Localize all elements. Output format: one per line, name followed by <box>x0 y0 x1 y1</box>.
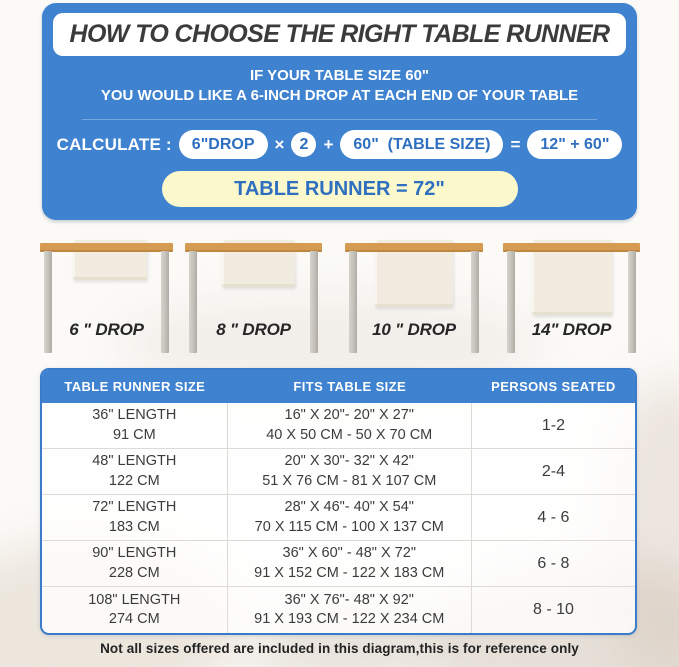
persons-seated-cell: 4 - 6 <box>537 508 570 526</box>
column-header-fits-table-size: FITS TABLE SIZE <box>293 379 407 394</box>
calculate-label: CALCULATE : <box>56 134 172 154</box>
subtitle-line2: YOU WOULD LIKE A 6-INCH DROP AT EACH END OF YOUR TABLE <box>100 87 579 104</box>
runner-size-cell: 72" LENGTH 183 CM <box>42 495 228 540</box>
table-row <box>42 541 635 587</box>
persons-seated-cell: 1-2 <box>541 416 565 434</box>
table-row <box>42 449 635 495</box>
multiplier-badge: 2 <box>291 132 316 157</box>
runner-total-pill: TABLE RUNNER = 72" <box>162 171 518 207</box>
tabletop-illustration <box>185 243 322 252</box>
plus-sign: + <box>323 134 334 154</box>
persons-seated-cell: 6 - 8 <box>537 554 570 572</box>
drop-label: 6 " DROP <box>69 320 144 339</box>
runner-size-cell: 36" LENGTH 91 CM <box>42 403 228 448</box>
table-diagram-10-drop <box>345 0 483 365</box>
column-header-persons-seated: PERSONS SEATED <box>491 379 616 394</box>
fits-table-size-cell: 20" X 30"- 32" X 42" 51 X 76 CM - 81 X 107 CM <box>228 449 472 494</box>
tabletop-illustration <box>345 243 483 252</box>
drop-label: 8 " DROP <box>216 320 291 339</box>
drop-label: 14" DROP <box>531 320 612 339</box>
subtitle-line1: IF YOUR TABLE SIZE 60" <box>249 67 430 84</box>
size-chart-body <box>42 403 635 633</box>
table-diagram-8-drop <box>185 0 322 365</box>
runner-size-cell: 108" LENGTH 274 CM <box>42 587 228 633</box>
table-size-pill: 60" (TABLE SIZE) <box>340 130 503 159</box>
equals-sign: = <box>510 134 521 154</box>
fits-table-size-cell: 36" X 60" - 48" X 72" 91 X 152 CM - 122 X 183 CM <box>228 541 472 586</box>
size-chart-table <box>40 368 637 635</box>
tabletop-illustration <box>40 243 173 252</box>
persons-seated-cell: 2-4 <box>541 462 565 480</box>
footer-note: Not all sizes offered are included in this diagram,this is for reference only <box>100 641 579 656</box>
persons-seated-cell: 8 - 10 <box>532 601 574 619</box>
table-row <box>42 587 635 633</box>
page-title: HOW TO CHOOSE THE RIGHT TABLE RUNNER <box>69 20 610 48</box>
multiply-sign: × <box>274 134 285 154</box>
column-header-runner-size: TABLE RUNNER SIZE <box>64 379 206 394</box>
table-diagram-14-drop <box>503 0 640 365</box>
sum-pill: 12" + 60" <box>527 130 622 159</box>
size-chart-header <box>42 370 635 403</box>
table-row <box>42 403 635 449</box>
drop-pill: 6"DROP <box>179 130 268 159</box>
fits-table-size-cell: 36" X 76"- 48" X 92" 91 X 193 CM - 122 X 234 CM <box>228 587 472 633</box>
tabletop-illustration <box>503 243 640 252</box>
fits-table-size-cell: 16" X 20"- 20" X 27" 40 X 50 CM - 50 X 70 CM <box>228 403 472 448</box>
table-row <box>42 495 635 541</box>
runner-size-cell: 48" LENGTH 122 CM <box>42 449 228 494</box>
table-diagram-6-drop <box>40 0 173 365</box>
runner-size-cell: 90" LENGTH 228 CM <box>42 541 228 586</box>
fits-table-size-cell: 28" X 46"- 40" X 54" 70 X 115 CM - 100 X 137 CM <box>228 495 472 540</box>
drop-label: 10 " DROP <box>372 320 456 339</box>
